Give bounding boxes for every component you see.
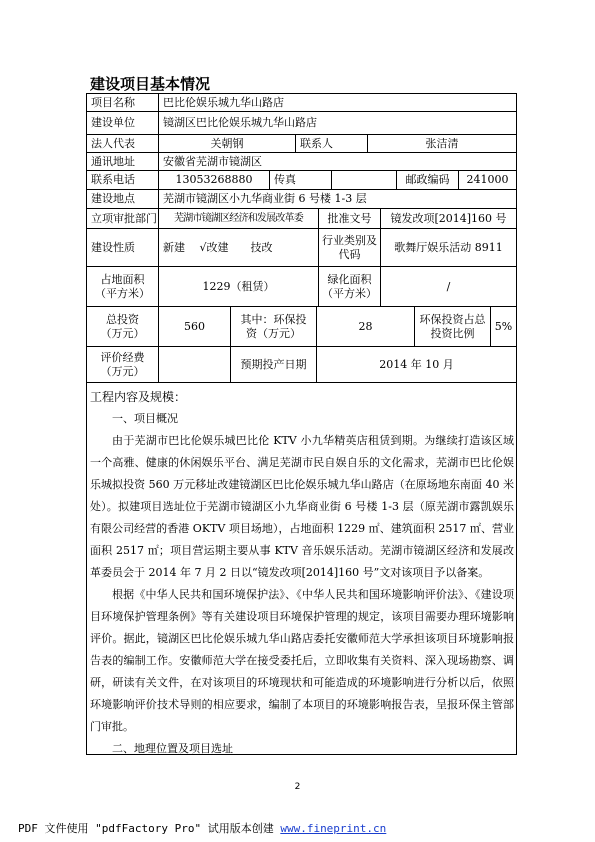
footer (18, 820, 386, 836)
table-row (87, 267, 516, 307)
contact-value: 张洁清 (425, 136, 459, 150)
area-value: 1229（租赁） (159, 267, 319, 306)
approval-dept-value: 芜湖市镜湖区经济和发展改革委 (159, 209, 319, 228)
table-row (87, 209, 516, 229)
table-row (87, 307, 516, 347)
paragraph: 根据《中华人民共和国环境保护法》、《中华人民共和国环境影响评价法》、《建设项目环境保护管理条例》等有关建设项目环境保护管理的规定，该项目需要办理环境影响评价。据此，镜湖区巴比伦娱乐城九华山路店委托安徽师范大学承担该项目环境影响报告表的编制工作。安徽师范大学在接受委托后，立即收集有关资料、深入现场勘察、调研，研读有关文件，在对该项目的环境现状和可能造成的环境影响进行分析以后，依照环境影响评价技术导则的相应要求，编制了本项目的环境影响报告表，呈报环保主管部门审批。 (90, 588, 514, 733)
start-date-value: 2014 年 10 月 (379, 357, 454, 371)
env-ratio-value: 5% (494, 319, 513, 333)
builder-value: 镜湖区巴比伦娱乐城九华山路店 (163, 116, 317, 129)
table-row (87, 229, 516, 267)
project-name-label: 项目名称 (87, 94, 159, 111)
subsection-heading: 二、地理位置及项目选址 (112, 742, 233, 755)
project-name-value: 巴比伦娱乐城九华山路店 (163, 95, 284, 109)
approval-no-value: 镜发改项[2014]160 号 (390, 211, 507, 225)
eval-fee-label: 评价经费（万元） (87, 347, 159, 382)
footer-text: PDF 文件使用 "pdfFactory Pro" 试用版本创建 (18, 822, 281, 835)
approval-no-label: 批准文号 (319, 209, 381, 228)
footer-link[interactable]: www.fineprint.cn (280, 822, 387, 835)
legal-rep-value: 关朝钢 (159, 135, 296, 152)
fax-label: 传真 (270, 171, 332, 189)
builder-label: 建设单位 (87, 112, 159, 134)
eval-fee-value (159, 347, 231, 382)
env-invest-value: 28 (317, 307, 415, 346)
fax-value (332, 171, 397, 189)
postcode-label: 邮政编码 (397, 171, 459, 189)
page-number: 2 (294, 782, 301, 792)
contact-label: 联系人 (296, 135, 368, 152)
industry-value: 歌舞厅娱乐活动 8911 (394, 240, 503, 254)
table-row (87, 94, 516, 112)
env-invest-label: 其中：环保投资（万元） (231, 307, 317, 346)
page-title: 建设项目基本情况 (90, 75, 211, 93)
green-label: 绿化面积（平方米） (319, 267, 381, 306)
site-value: 芜湖市镜湖区小九华商业街 6 号楼 1-3 层 (163, 192, 367, 205)
subsection-heading: 一、项目概况 (112, 412, 178, 425)
site-label: 建设地点 (87, 190, 159, 208)
project-description (90, 386, 514, 760)
invest-label: 总投资（万元） (87, 307, 159, 346)
area-label: 占地面积（平方米） (87, 267, 159, 306)
paragraph: 由于芜湖市巴比伦娱乐城巴比伦 KTV 小九华精英店租赁到期。为继续打造该区域一个高雅、健康的休闲娱乐平台、满足芜湖市民自娱自乐的文化需求，芜湖市巴比伦娱乐城拟投资 560 万元移址改建镜湖区巴比伦娱乐城九华山路店（在原场地东南面 40 米处）。拟建项目选址位于芜湖市镜湖区小九华商业街 6 号楼 1-3 层（原芜湖市露凯娱乐有限公司经营的香港 OKTV 项目场地），占地面积 1229 ㎡、建筑面积 2517 ㎡、营业面积 2517 ㎡；项目营运期主要从事 KTV 音乐娱乐活动。芜湖市镜湖区经济和发展改革委员会于 2014 年 7 月 2 日以“镜发改项[2014]160 号”文对该项目予以备案。 (90, 434, 514, 579)
table-row (87, 347, 516, 383)
table-row (87, 112, 516, 135)
approval-dept-label: 立项审批部门 (87, 209, 159, 228)
nature-options: 新建 √改建 技改 (159, 229, 319, 266)
industry-label: 行业类别及代码 (319, 229, 381, 266)
green-value: / (446, 279, 451, 293)
start-date-label: 预期投产日期 (231, 347, 317, 382)
table-row (87, 153, 516, 171)
env-ratio-label: 环保投资占总投资比例 (415, 307, 491, 346)
phone-label: 联系电话 (87, 171, 159, 189)
table-row (87, 135, 516, 153)
table-row (87, 190, 516, 209)
address-value: 安徽省芜湖市镜湖区 (163, 154, 262, 168)
phone-value: 13053268880 (159, 171, 270, 189)
invest-value: 560 (159, 307, 231, 346)
section-title: 工程内容及规模： (90, 390, 187, 404)
postcode-value: 241000 (466, 173, 509, 186)
table-row (87, 171, 516, 190)
address-label: 通讯地址 (87, 153, 159, 170)
legal-rep-label: 法人代表 (87, 135, 159, 152)
nature-label: 建设性质 (87, 229, 159, 266)
